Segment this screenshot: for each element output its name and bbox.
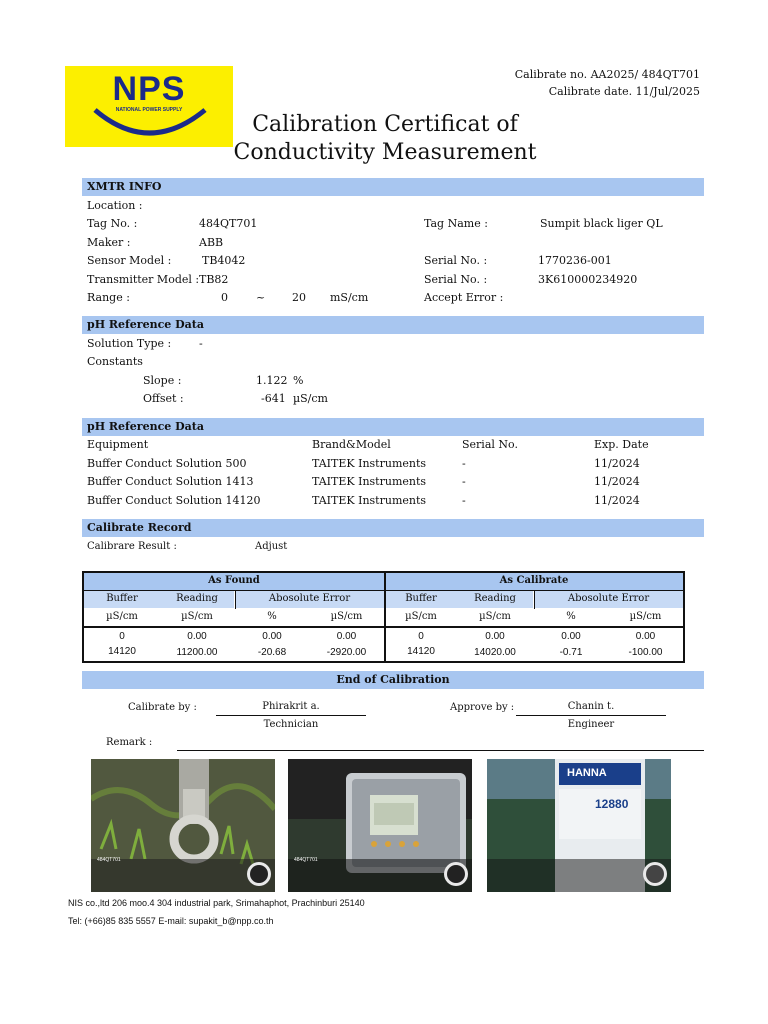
equipment-serial: -	[462, 457, 466, 470]
ph-reference-header: pH Reference Data	[82, 316, 704, 334]
as-found-error-col: Abosolute Error	[235, 591, 384, 608]
table-cell: 0	[418, 631, 424, 642]
table-cell: 0.00	[187, 631, 207, 642]
equipment-name: Buffer Conduct Solution 1413	[87, 475, 254, 488]
approve-by-name: Chanin t.	[567, 701, 615, 712]
range-label: Range :	[87, 291, 130, 304]
calibrate-number: Calibrate no. AA2025/ 484QT701	[514, 68, 700, 81]
offset-unit: µS/cm	[293, 392, 328, 405]
maker-label: Maker :	[87, 236, 131, 249]
serial-no-label-1: Serial No. :	[424, 254, 488, 267]
page-title	[200, 111, 570, 167]
equipment-brand: TAITEK Instruments	[312, 494, 427, 507]
transmitter-model-label: Transmitter Model :	[87, 273, 200, 286]
equipment-name: Buffer Conduct Solution 500	[87, 457, 247, 470]
sensor-photo-art	[91, 759, 275, 892]
solution-type-label: Solution Type :	[87, 337, 172, 350]
as-found-buffer-col: Buffer	[84, 591, 160, 608]
unit-percent: %	[267, 611, 277, 622]
location-label: Location :	[87, 199, 143, 212]
tag-no-label: Tag No. :	[87, 217, 138, 230]
hanna-brand: HANNA	[567, 767, 607, 779]
tag-no-value: 484QT701	[199, 217, 258, 230]
serial-no-value-1: 1770236-001	[538, 254, 612, 267]
equipment-brand: TAITEK Instruments	[312, 475, 427, 488]
footer-address: NIS co.,ltd 206 moo.4 304 industrial park, Srimahaphot, Prachinburi 25140	[68, 898, 365, 908]
calibrate-by-name: Phirakrit a.	[262, 701, 320, 712]
serial-no-label-2: Serial No. :	[424, 273, 488, 286]
xmtr-info-header: XMTR INFO	[82, 178, 704, 196]
table-cell: 14120	[108, 646, 136, 657]
title-line-1: Calibration Certificat of	[252, 112, 518, 137]
transmitter-photo	[288, 759, 472, 892]
slope-unit: %	[293, 374, 304, 387]
signature-line	[516, 715, 666, 716]
range-separator: ~	[256, 291, 266, 304]
equipment-name: Buffer Conduct Solution 14120	[87, 494, 261, 507]
table-cell: -100.00	[628, 647, 663, 658]
sensor-model-label: Sensor Model :	[87, 254, 172, 267]
table-cell: 0.00	[262, 631, 282, 642]
photo-tag: 484QT701	[97, 857, 121, 863]
slope-value: 1.122	[256, 374, 288, 387]
photo-tag: 484QT701	[294, 857, 318, 863]
unit-us: µS/cm	[479, 611, 511, 622]
table-cell: 0	[119, 631, 125, 642]
unit-us: µS/cm	[405, 611, 437, 622]
table-cell: 0.00	[336, 631, 357, 642]
maker-value: ABB	[199, 236, 224, 249]
serial-no-value-2: 3K610000234920	[538, 273, 638, 286]
table-divider	[84, 590, 683, 591]
table-divider	[235, 591, 236, 609]
calibrate-result-value: Adjust	[255, 541, 288, 552]
tag-name-label: Tag Name :	[424, 217, 488, 230]
as-found-header: As Found	[84, 573, 384, 590]
end-of-calibration-banner: End of Calibration	[82, 671, 704, 689]
calibrate-result-label: Calibrare Result :	[87, 541, 177, 552]
table-divider	[534, 591, 535, 609]
as-calibrate-buffer-col: Buffer	[385, 591, 457, 608]
sensor-photo	[91, 759, 275, 892]
range-unit: mS/cm	[330, 291, 369, 304]
calibrate-date: Calibrate date. 11/Jul/2025	[548, 85, 700, 98]
as-calibrate-reading-col: Reading	[457, 591, 533, 608]
equipment-brand: TAITEK Instruments	[312, 457, 427, 470]
logo-text: NPS	[112, 70, 186, 108]
unit-us: µS/cm	[106, 611, 138, 622]
as-calibrate-header: As Calibrate	[385, 573, 683, 590]
title-line-2: Conductivity Measurement	[233, 140, 537, 165]
buffer-solution-photo	[487, 759, 671, 892]
equipment-serial: -	[462, 475, 466, 488]
table-cell: 14120	[407, 646, 435, 657]
calibrate-by-role: Technician	[263, 719, 319, 730]
table-cell: 0.00	[561, 631, 581, 642]
table-cell: 0.00	[485, 631, 505, 642]
approve-by-label: Approve by :	[450, 702, 515, 713]
footer-contact: Tel: (+66)85 835 5557 E-mail: supakit_b@npp.co.th	[68, 916, 274, 926]
table-cell: -20.68	[257, 647, 287, 658]
range-min: 0	[221, 291, 228, 304]
equipment-col-brand: Brand&Model	[312, 438, 391, 451]
equipment-exp: 11/2024	[594, 494, 640, 507]
table-cell: 14020.00	[474, 647, 516, 658]
equipment-header: pH Reference Data	[82, 418, 704, 436]
table-cell: 11200.00	[176, 647, 218, 658]
transmitter-photo-art	[288, 759, 472, 892]
sensor-model-value: TB4042	[202, 254, 246, 267]
remark-label: Remark :	[106, 737, 153, 748]
equipment-col-exp: Exp. Date	[594, 438, 649, 451]
calibration-results-table	[82, 571, 685, 663]
table-cell: 0.00	[635, 631, 656, 642]
as-found-reading-col: Reading	[160, 591, 234, 608]
equipment-serial: -	[462, 494, 466, 507]
transmitter-model-value: TB82	[199, 273, 229, 286]
unit-us: µS/cm	[330, 611, 363, 622]
table-cell: -2920.00	[326, 647, 367, 658]
buffer-value: 12880	[595, 797, 629, 811]
accept-error-label: Accept Error :	[424, 291, 504, 304]
slope-label: Slope :	[143, 374, 182, 387]
tag-name-value: Sumpit black liger QL	[540, 217, 663, 230]
equipment-exp: 11/2024	[594, 475, 640, 488]
equipment-col-equipment: Equipment	[87, 438, 149, 451]
calibrate-record-header: Calibrate Record	[82, 519, 704, 537]
table-divider	[384, 573, 386, 661]
equipment-exp: 11/2024	[594, 457, 640, 470]
unit-us: µS/cm	[181, 611, 213, 622]
offset-label: Offset :	[143, 392, 184, 405]
table-cell: -0.71	[559, 647, 583, 658]
approve-by-role: Engineer	[567, 719, 615, 730]
equipment-col-serial: Serial No.	[462, 438, 518, 451]
table-divider	[84, 626, 683, 628]
calibrate-by-label: Calibrate by :	[128, 702, 197, 713]
constants-label: Constants	[87, 355, 143, 368]
unit-percent: %	[566, 611, 576, 622]
as-calibrate-error-col: Abosolute Error	[534, 591, 683, 608]
remark-line	[177, 750, 704, 751]
logo-subtitle: NATIONAL POWER SUPPLY	[115, 107, 183, 113]
solution-type-value: -	[199, 337, 203, 350]
offset-value: -641	[261, 392, 286, 405]
range-max: 20	[292, 291, 306, 304]
signature-line	[216, 715, 366, 716]
unit-us: µS/cm	[629, 611, 662, 622]
